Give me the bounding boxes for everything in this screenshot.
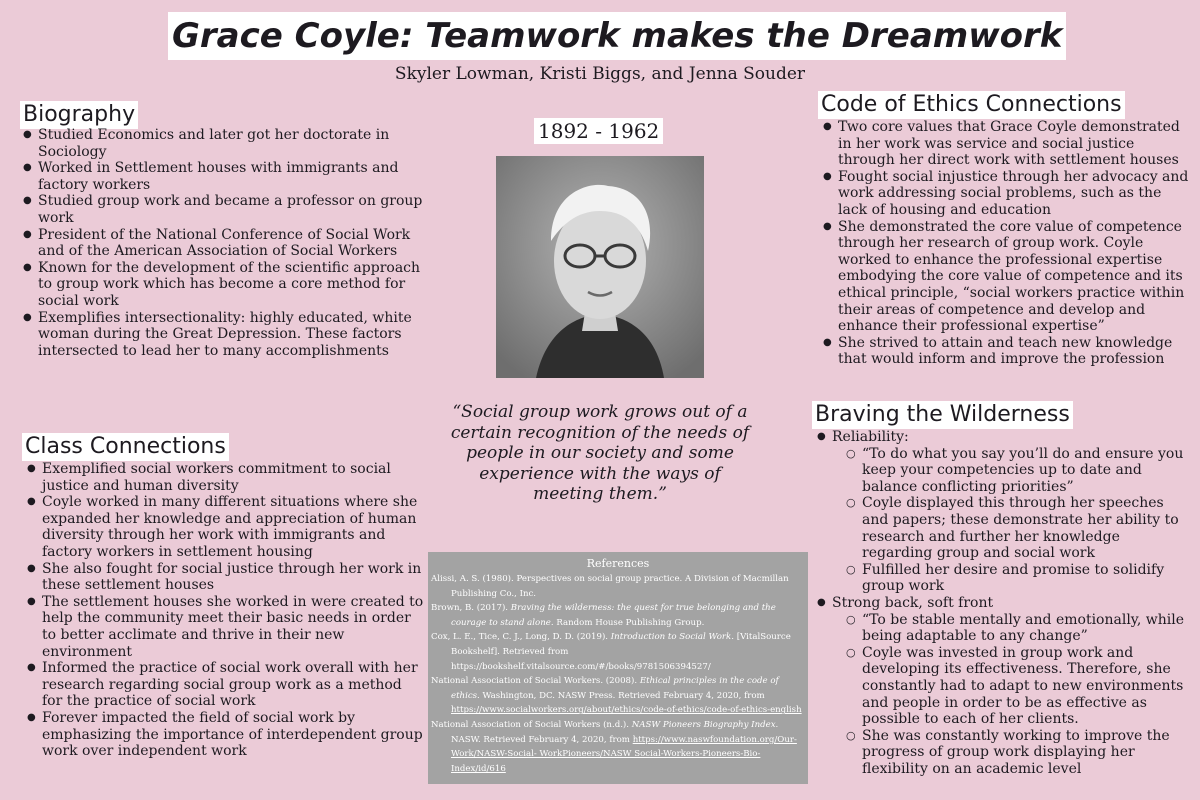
reference-title: NASW Pioneers Biography Index. [631, 719, 779, 730]
reference-title: Ethical principles in the code of ethics. [451, 676, 779, 701]
list-item: ● Exemplified social workers commitment to social justice and human diversity [42, 461, 424, 494]
reference-text: National Association of Social Workers (n.d.). [431, 719, 632, 730]
reference-link[interactable]: https://www.socialworkers.org/about/ethics/code-of-ethics/code-of-ethics-english [451, 705, 802, 716]
reference-text: National Association of Social Workers. (2008). [431, 676, 640, 687]
list-item: ● She strived to attain and teach new knowledge that would inform and improve the profession [838, 335, 1190, 368]
reference-text: Brown, B. (2017). [431, 603, 511, 614]
list-item: ● Forever impacted the field of social work by emphasizing the importance of interdependent group work over independent work [42, 710, 424, 760]
list-item: ● Exemplifies intersectionality: highly educated, white woman during the Great Depression. These factors intersected to lead her to many accomplishments [38, 310, 438, 360]
poster-title: Grace Coyle: Teamwork makes the Dreamwork [168, 12, 1066, 60]
reference-text: NASW. Retrieved February 4, 2020, from [451, 734, 633, 745]
list-item: ● Two core values that Grace Coyle demonstrated in her work was service and social justice through her direct work with settlement houses [838, 119, 1190, 169]
list-item: ● Known for the development of the scientific approach to group work which has become a core method for social work [38, 260, 438, 310]
life-years: 1892 - 1962 [534, 118, 663, 144]
list-item: ● Worked in Settlement houses with immigrants and factory workers [38, 160, 438, 193]
list-item: ○ “To do what you say you’ll do and ensure you keep your competencies up to date and balance conflicting priorities” [862, 446, 1188, 496]
braving-group-label: Strong back, soft front [832, 594, 994, 611]
class-connections-list [26, 461, 424, 760]
list-item: ● Studied group work and became a professor on group work [38, 193, 438, 226]
references-heading: References [586, 557, 650, 570]
authors: Skyler Lowman, Kristi Biggs, and Jenna Souder [394, 64, 806, 84]
portrait-photo [496, 156, 704, 378]
list-item: ○ Fulfilled her desire and promise to solidify group work [862, 562, 1188, 595]
list-item: ○ She was constantly working to improve the progress of group work displaying her flexibility on an academic level [862, 728, 1188, 778]
list-item: ● The settlement houses she worked in were created to help the community meet their basic needs in order to better acclimate and thrive in their new environment [42, 594, 424, 660]
list-item: ● Informed the practice of social work overall with her research regarding social group work as a method for the practice of social work [42, 660, 424, 710]
braving-sublist [832, 446, 1188, 595]
biography-list [22, 127, 438, 359]
reference-text: Cox, L. E., Tice, C. J., Long, D. D. (2019). [431, 632, 611, 643]
reference-text: Random House Publishing Group. [553, 617, 705, 628]
list-item: ○ “To be stable mentally and emotionally, while being adaptable to any change” [862, 612, 1188, 645]
braving-list [816, 429, 1188, 777]
reference-title: Braving the wilderness: the quest for true belonging and the courage to stand alone. [451, 603, 776, 628]
braving-group-strong-back [832, 595, 1188, 778]
biography-heading: Biography [20, 101, 138, 129]
code-of-ethics-list [822, 119, 1190, 368]
reference-item [431, 674, 805, 718]
list-item: ○ Coyle was invested in group work and developing its effectiveness. Therefore, she constantly had to adapt to new environments and people in order to be as effective as possible to each of her clients. [862, 645, 1188, 728]
reference-text: Washington, DC. NASW Press. Retrieved February 4, 2020, from [479, 690, 765, 701]
list-item: ● Fought social injustice through her advocacy and work addressing social problems, such as the lack of housing and education [838, 169, 1190, 219]
reference-item [431, 601, 805, 630]
reference-text: [VitalSource Bookshelf]. Retrieved from https://bookshelf.vitalsource.com/#/books/9781506394527/ [451, 632, 791, 672]
reference-title: Introduction to Social Work. [610, 632, 734, 643]
code-of-ethics-heading: Code of Ethics Connections [818, 91, 1125, 119]
braving-sublist [832, 612, 1188, 778]
reference-item [431, 630, 805, 674]
reference-text: Alissi, A. S. (1980). Perspectives on social group practice. A Division of Macmillan Publishing Co., Inc. [431, 574, 789, 599]
references-box [428, 552, 808, 784]
class-connections-heading: Class Connections [22, 433, 229, 461]
reference-item [431, 572, 805, 601]
braving-group-reliability [832, 429, 1188, 595]
list-item: ● Coyle worked in many different situations where she expanded her knowledge and appreciation of human diversity through her work with immigrants and factory workers in settlement housing [42, 494, 424, 560]
braving-heading: Braving the Wilderness [812, 401, 1073, 429]
reference-item [431, 718, 805, 776]
reference-link[interactable]: https://www.naswfoundation.org/Our-Work/NASW-Social- WorkPioneers/NASW Social-Workers-Pioneers-Bio-Index/id/616 [451, 734, 797, 774]
list-item: ○ Coyle displayed this through her speeches and papers; these demonstrate her ability to research and further her knowledge regarding group and social work [862, 495, 1188, 561]
portrait-illustration [496, 156, 704, 378]
coyle-quote: “Social group work grows out of a certain recognition of the needs of people in our society and some experience with the ways of meeting them.” [450, 402, 750, 504]
list-item: ● She demonstrated the core value of competence through her research of group work. Coyle worked to enhance the professional expertise embodying the core value of competence and its ethical principle, “social workers practice within their areas of competence and develop and enhance their professional expertise” [838, 219, 1190, 335]
list-item: ● She also fought for social justice through her work in these settlement houses [42, 561, 424, 594]
list-item: ● Studied Economics and later got her doctorate in Sociology [38, 127, 438, 160]
braving-group-label: Reliability: [832, 429, 909, 445]
list-item: ● President of the National Conference of Social Work and of the American Association of Social Workers [38, 227, 438, 260]
